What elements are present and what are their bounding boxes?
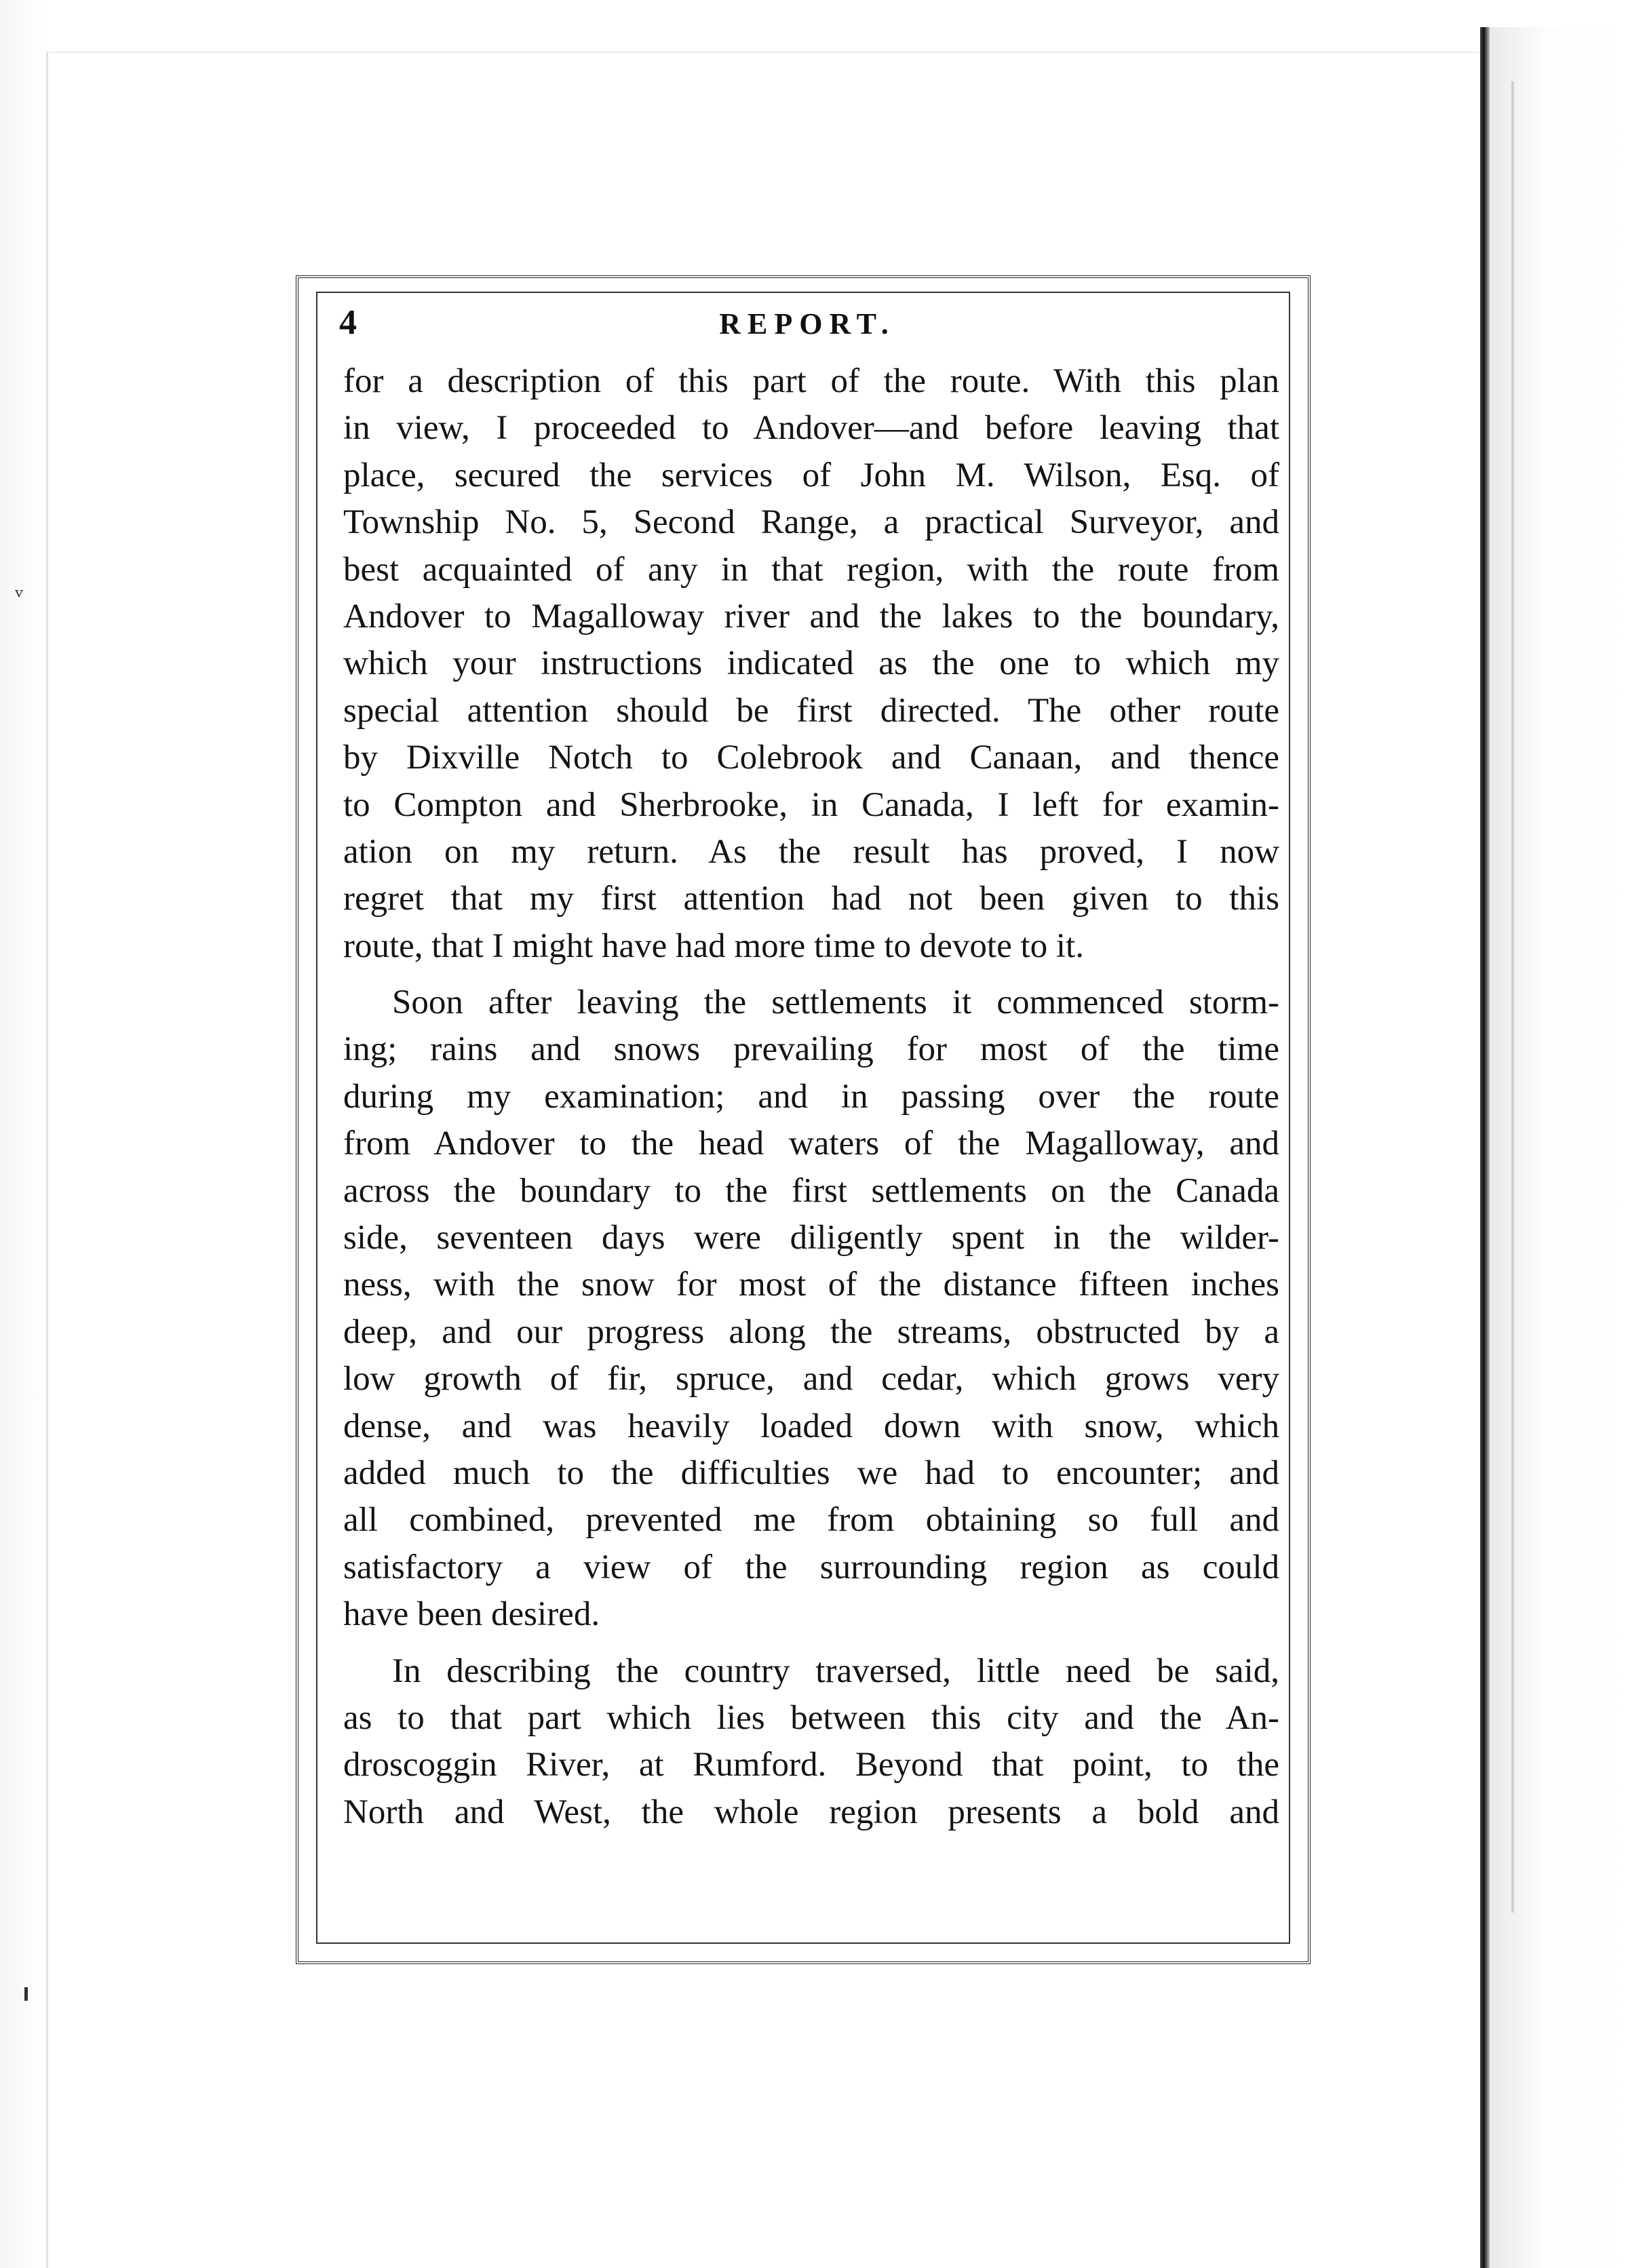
text-line: ing; rains and snows prevailing for most of the time [343, 1030, 1279, 1069]
text-line: droscoggin River, at Rumford. Beyond that point, to the [343, 1746, 1279, 1784]
text-line: in view, I proceeded to Andover—and before leaving that [343, 409, 1279, 448]
text-line: have been desired. [343, 1595, 600, 1634]
paragraph-gap [343, 970, 1279, 979]
margin-tick [24, 1987, 28, 2001]
text-line: for a description of this part of the route. With this plan [343, 362, 1279, 400]
margin-mark: ᵛ [15, 583, 24, 610]
text-line: regret that my first attention had not been given to this [343, 880, 1279, 918]
page-number: 4 [339, 303, 357, 342]
book-gutter [1480, 27, 1490, 2268]
text-line: during my examination; and in passing over the route [343, 1077, 1279, 1116]
text-line: to Compton and Sherbrooke, in Canada, I left for examin- [343, 785, 1279, 824]
text-line: special attention should be first directed. The other route [343, 691, 1279, 730]
text-line: by Dixville Notch to Colebrook and Canaan, and thence [343, 739, 1279, 777]
text-line: Andover to Magalloway river and the lakes to the boundary, [343, 597, 1279, 636]
text-line: added much to the difficulties we had to encounter; and [343, 1453, 1279, 1492]
running-title: REPORT. [719, 307, 895, 340]
scan-left-margin [0, 0, 46, 2268]
text-line: all combined, prevented me from obtaining so full and [343, 1501, 1279, 1540]
text-line: place, secured the services of John M. Wilson, Esq. of [343, 456, 1279, 494]
text-line: Soon after leaving the settlements it commenced storm- [392, 983, 1279, 1022]
text-line: side, seventeen days were diligently spent in the wilder- [343, 1219, 1279, 1257]
facing-page-fold [1511, 81, 1514, 1913]
text-line: from Andover to the head waters of the Magalloway, and [343, 1125, 1279, 1163]
text-line: deep, and our progress along the streams, obstructed by a [343, 1312, 1279, 1351]
facing-page-edge [1490, 27, 1628, 2268]
text-line: best acquainted of any in that region, with the route from [343, 550, 1279, 589]
text-line: North and West, the whole region presents a bold and [343, 1793, 1279, 1831]
text-line: as to that part which lies between this city and the An- [343, 1698, 1279, 1737]
text-line: In describing the country traversed, little need be said, [392, 1651, 1279, 1690]
text-line: low growth of fir, spruce, and cedar, which grows very [343, 1360, 1279, 1399]
text-line: route, that I might have had more time to devote to it. [343, 926, 1084, 965]
paragraph-gap [343, 1639, 1279, 1648]
text-line: ness, with the snow for most of the distance fifteen inches [343, 1266, 1279, 1304]
text-line: across the boundary to the first settlements on the Canada [343, 1171, 1279, 1210]
text-line: which your instructions indicated as the one to which my [343, 644, 1279, 683]
text-line: Township No. 5, Second Range, a practical Surveyor, and [343, 503, 1279, 542]
text-line: dense, and was heavily loaded down with snow, which [343, 1407, 1279, 1445]
text-line: satisfactory a view of the surrounding region as could [343, 1548, 1279, 1586]
running-head [339, 298, 1275, 353]
body-text [343, 358, 1279, 1836]
text-line: ation on my return. As the result has proved, I now [343, 832, 1279, 871]
